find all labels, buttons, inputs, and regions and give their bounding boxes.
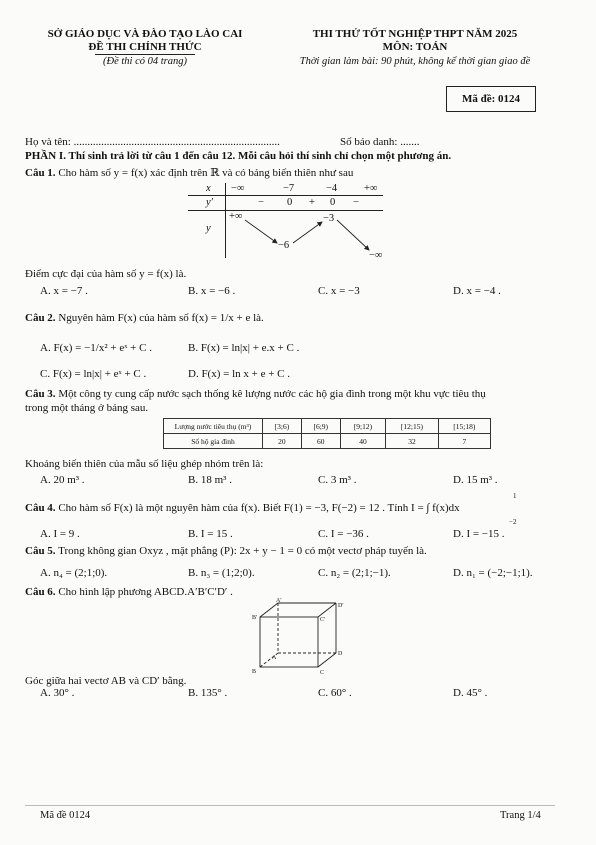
q6-text: Cho hình lập phương ABCD.A′B′C′D′ .: [58, 586, 233, 598]
official-exam-label: ĐỀ THI CHÍNH THỨC: [88, 41, 202, 53]
q2-text: Nguyên hàm F(x) của hàm số f(x) = 1/x + e là.: [58, 312, 264, 324]
q1-x-1: −∞: [231, 183, 245, 194]
q3-option-b[interactable]: B. 18 m³ .: [188, 474, 232, 486]
q4-option-c[interactable]: C. I = −36 .: [318, 528, 369, 540]
q1-x-4: +∞: [364, 183, 378, 194]
cube-label-d: D: [338, 651, 343, 657]
table-header-cell: Lượng nước tiêu thụ (m³): [164, 419, 263, 434]
school-dept: SỞ GIÁO DỤC VÀ ĐÀO TẠO LÀO CAI: [47, 28, 243, 40]
q1-y-2: −6: [278, 240, 290, 251]
q2-option-a[interactable]: A. F(x) = −1/x² + eˣ + C .: [40, 342, 152, 354]
q1-y-label: y: [206, 223, 211, 234]
q6-cube-figure: [240, 597, 350, 677]
q1-x-label: x: [206, 183, 211, 194]
q4-prompt: [25, 502, 460, 514]
q1-yp-sign1: −: [258, 197, 264, 208]
part1-title: PHẦN I. Thí sinh trả lời từ câu 1 đến câu 12. Mỗi câu hỏi thí sinh chỉ chọn một phương án.: [25, 150, 452, 162]
footer-divider: [25, 805, 555, 806]
footer-page-number: Trang 1/4: [500, 810, 541, 821]
q1-y-1: +∞: [229, 211, 243, 222]
table-header-cell: [15;18): [438, 419, 490, 434]
q3-question: Khoảng biến thiên của mẫu số liệu ghép nhóm trên là:: [25, 458, 264, 470]
q6-option-a[interactable]: A. 30° .: [40, 687, 75, 699]
q6-option-c[interactable]: C. 60° .: [318, 687, 352, 699]
table-cell: 32: [386, 434, 438, 449]
candidate-id-field: Số báo danh: .......: [340, 136, 420, 148]
q3-label: Câu 3.: [25, 388, 56, 400]
q3-option-c[interactable]: C. 3 m³ .: [318, 474, 357, 486]
q1-y-3: −3: [323, 213, 335, 224]
q6-label: Câu 6.: [25, 586, 56, 598]
table-cell: Số hộ gia đình: [164, 434, 263, 449]
q5-label: Câu 5.: [25, 545, 56, 557]
q1-y-4: −∞: [369, 250, 383, 261]
header-left-underline: [95, 54, 195, 55]
table-row: [164, 434, 491, 449]
q6-prompt: [25, 586, 233, 598]
cube-label-b: B: [252, 669, 257, 675]
q3-text-line2: trong một tháng ở bảng sau.: [25, 402, 149, 414]
table-cell: 40: [340, 434, 386, 449]
q2-prompt: [25, 312, 264, 324]
q2-option-c[interactable]: C. F(x) = ln|x| + eˣ + C .: [40, 368, 147, 380]
q5-prompt: [25, 545, 427, 557]
q1-label: Câu 1.: [25, 167, 56, 179]
table-cell: 20: [263, 434, 302, 449]
table-header-cell: [12;15): [386, 419, 438, 434]
q4-label: Câu 4.: [25, 502, 56, 514]
table-header-cell: [3;6): [263, 419, 302, 434]
q6-option-b[interactable]: B. 135° .: [188, 687, 228, 699]
exam-title: THI THỬ TỐT NGHIỆP THPT NĂM 2025: [312, 28, 518, 40]
q1-option-d[interactable]: D. x = −4 .: [453, 285, 501, 297]
table-cell: 60: [301, 434, 340, 449]
table-header-cell: [9;12): [340, 419, 386, 434]
q3-option-a[interactable]: A. 20 m³ .: [40, 474, 85, 486]
cube-label-a1: A': [276, 598, 282, 604]
q5-option-b[interactable]: B. n₃ = (1;2;0).: [188, 567, 255, 579]
subject-title: MÔN: TOÁN: [382, 41, 448, 53]
q5-option-a[interactable]: A. n₄ = (2;1;0).: [40, 567, 108, 579]
q4-int-lower: −2: [509, 518, 517, 526]
q3-text-line1: Một công ty cung cấp nước sạch thống kê lượng nước các hộ gia đình trong một khu vực tiêu thụ: [58, 388, 486, 400]
q4-option-d[interactable]: D. I = −15 .: [453, 528, 505, 540]
q1-text: Cho hàm số y = f(x) xác định trên ℝ và có bảng biến thiên như sau: [58, 167, 354, 179]
q1-yp-sign2: +: [309, 197, 315, 208]
q4-option-b[interactable]: B. I = 15 .: [188, 528, 233, 540]
cube-label-d1: D': [338, 603, 344, 609]
q1-option-a[interactable]: A. x = −7 .: [40, 285, 88, 297]
q1-yp-zero2: 0: [330, 197, 336, 208]
q4-int-upper: 1: [513, 492, 517, 500]
candidate-name-field: Họ và tên: ...........................................................................: [25, 136, 280, 148]
q3-prompt: [25, 388, 486, 400]
table-header-cell: [6;9): [301, 419, 340, 434]
footer-exam-code: Mã đề 0124: [40, 810, 91, 821]
page-count-note: (Đề thi có 04 trang): [103, 56, 187, 67]
cube-label-a: A: [272, 655, 277, 661]
cube-label-c: C: [320, 670, 325, 676]
q1-yp-sign3: −: [353, 197, 359, 208]
q4-text: Cho hàm số F(x) là một nguyên hàm của f(x). Biết F(1) = −3, F(−2) = 12 . Tính I = ∫ f(x)dx: [58, 502, 460, 514]
q1-x-2: −7: [283, 183, 295, 194]
q4-option-a[interactable]: A. I = 9 .: [40, 528, 80, 540]
q2-option-b[interactable]: B. F(x) = ln|x| + e.x + C .: [188, 342, 300, 354]
time-note: Thời gian làm bài: 90 phút, không kể thời gian giao đề: [299, 56, 531, 67]
q1-yp-label: y′: [206, 197, 213, 208]
q1-yp-zero1: 0: [287, 197, 293, 208]
q3-data-table: [163, 418, 491, 449]
exam-code-box: [446, 86, 536, 112]
cube-label-c1: C': [320, 617, 326, 623]
q5-option-c[interactable]: C. n₂ = (2;1;−1).: [318, 567, 391, 579]
q1-variation-arrows: [225, 210, 385, 262]
q2-option-d[interactable]: D. F(x) = ln x + e + C .: [188, 368, 291, 380]
q1-x-3: −4: [326, 183, 338, 194]
q6-question: Góc giữa hai vectơ AB và CD′ bằng.: [25, 675, 187, 687]
table-row: [164, 419, 491, 434]
cube-label-b1: B': [252, 615, 258, 621]
exam-code: Mã đề: 0124: [461, 93, 521, 105]
q1-question: Điểm cực đại của hàm số y = f(x) là.: [25, 268, 187, 280]
table-cell: 7: [438, 434, 490, 449]
q2-label: Câu 2.: [25, 312, 56, 324]
q6-option-d[interactable]: D. 45° .: [453, 687, 488, 699]
q3-option-d[interactable]: D. 15 m³ .: [453, 474, 498, 486]
q5-text: Trong không gian Oxyz , mặt phẳng (P): 2x + y − 1 = 0 có một vectơ pháp tuyến là.: [58, 545, 427, 557]
q1-option-b[interactable]: B. x = −6 .: [188, 285, 236, 297]
q1-prompt: [25, 166, 353, 179]
q1-option-c[interactable]: C. x = −3: [318, 285, 360, 297]
q5-option-d[interactable]: D. n₁ = (−2;−1;1).: [453, 567, 533, 579]
